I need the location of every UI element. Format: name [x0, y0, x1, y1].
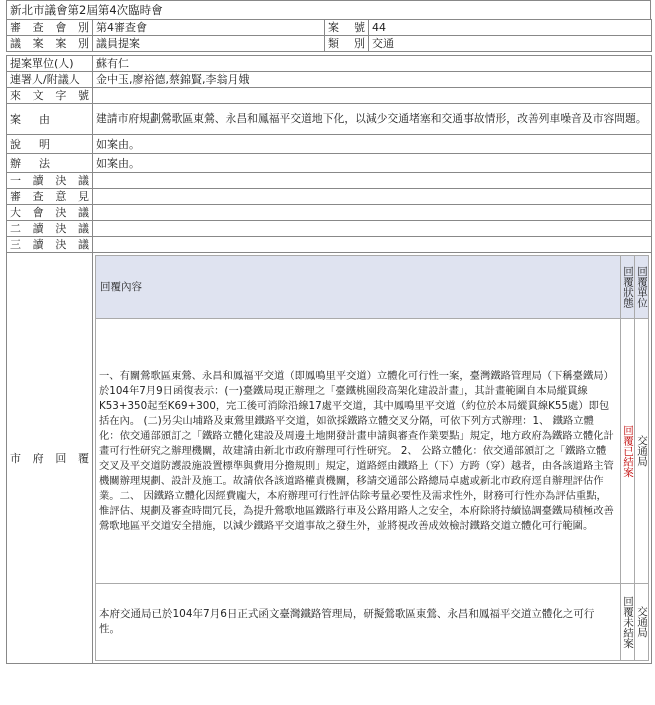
review-label: 審 查 意 見: [7, 189, 93, 205]
review-value: [93, 189, 652, 205]
cosigners-label: 連署人/附議人: [7, 72, 93, 88]
proposal-table: [6, 19, 652, 664]
meeting-label: 審 查 會 別: [7, 20, 93, 36]
category-value: 交通: [369, 36, 652, 52]
subject-label: 案 由: [7, 104, 93, 135]
general-value: [93, 205, 652, 221]
reply-content-1: 一、有關鶯歌區東鶯、永昌和鳳福平交道（即鳳鳴里平交道）立體化可行性一案，臺灣鐵路管理局（下稱臺鐵局）於104年7月9日函復表示：(一)臺鐵局現正辦理之「臺鐵桃園段高架化建設計畫」，其計畫範圍自本局縱貫線K53+350起至K69+300，完工後可消除沿線17處平交道，其中鳳鳴里平交道（約位於本局縱貫線K55處）即包括在內。 (二)另尖山埔路及東鶯里鐵路平交道，如欲採鐵路立體交叉分隔，可依下列方式辦理：1、 鐵路立體化：依交通部頒訂之「鐵路立體化建設及周邊土地開發計畫申請與審查作業要點」規定，地方政府為鐵路立體化計畫可行性研究之辦理機關，故建請由新北市政府辦理可行性研究。 2、 公路立體化：依交通部頒訂之「鐵路立體交叉及平交道防護設施設置標準與費用分擔規則」規定，道路經由鐵路上（下）方跨（穿）越者，由各該道路主管機關辦理規劃、設計及施工。故請依各該道路權責機關，移請交通部公路總局卓處或新北市政府逕自辦理評估作業。二、 因鐵路立體化因經費龐大，本府辦理可行性評估除考量必要性及需求性外，財務可行性亦為評估重點，惟評估、規劃及審查時間冗長，為提升鶯歌地區鐵路行車及公路用路人之安全，本府除將持續協調臺鐵局積極改善鶯歌地區平交道安全措施，以減少鐵路平交道事故之發生外，並將視改善成效檢討鐵路交道立體化可行範圍。: [96, 319, 621, 584]
first-reading-label: 一 讀 決 議: [7, 173, 93, 189]
doc-no-value: [93, 88, 652, 104]
reply-content-2: 本府交通局已於104年7月6日正式函文臺灣鐵路管理局，研擬鶯歌區東鶯、永昌和鳳福平交道立體化之可行性。: [96, 584, 621, 661]
general-label: 大 會 決 議: [7, 205, 93, 221]
meeting-value: 第4審查會: [93, 20, 325, 36]
proposal-form: [6, 0, 651, 664]
reply-unit-2: 交通局: [635, 584, 649, 661]
first-reading-value: [93, 173, 652, 189]
third-reading-label: 三 讀 決 議: [7, 237, 93, 253]
reply-table: [95, 255, 649, 661]
proposer-value: 蘇有仁: [93, 56, 652, 72]
third-reading-value: [93, 237, 652, 253]
reply-status-1: 回覆已結案: [621, 319, 635, 584]
reply-cell: [93, 253, 652, 664]
reply-unit-1: 交通局: [635, 319, 649, 584]
case-no-label: 案 號: [325, 20, 369, 36]
case-no-value: 44: [369, 20, 652, 36]
case-type-label: 議 案 案 別: [7, 36, 93, 52]
reply-status-2: 回覆未結案: [621, 584, 635, 661]
category-label: 類 別: [325, 36, 369, 52]
method-value: 如案由。: [93, 154, 652, 173]
reply-content-header: 回覆內容: [96, 256, 621, 319]
doc-no-label: 來 文 字 號: [7, 88, 93, 104]
reply-status-header: 回覆狀態: [621, 256, 635, 319]
explanation-label: 說 明: [7, 135, 93, 154]
reply-unit-header: 回覆單位: [635, 256, 649, 319]
page-title: 新北市議會第2屆第4次臨時會: [6, 0, 651, 19]
proposer-label: 提案單位(人): [7, 56, 93, 72]
case-type-value: 議員提案: [93, 36, 325, 52]
second-reading-label: 二 讀 決 議: [7, 221, 93, 237]
reply-label: 市 府 回 覆: [7, 253, 93, 664]
second-reading-value: [93, 221, 652, 237]
subject-value: 建請市府規劃鶯歌區東鶯、永昌和鳳福平交道地下化，以減少交通堵塞和交通事故情形，改善列車噪音及市容問題。: [93, 104, 652, 135]
cosigners-value: 金中玉,廖裕德,蔡錦賢,李翁月娥: [93, 72, 652, 88]
method-label: 辦 法: [7, 154, 93, 173]
explanation-value: 如案由。: [93, 135, 652, 154]
